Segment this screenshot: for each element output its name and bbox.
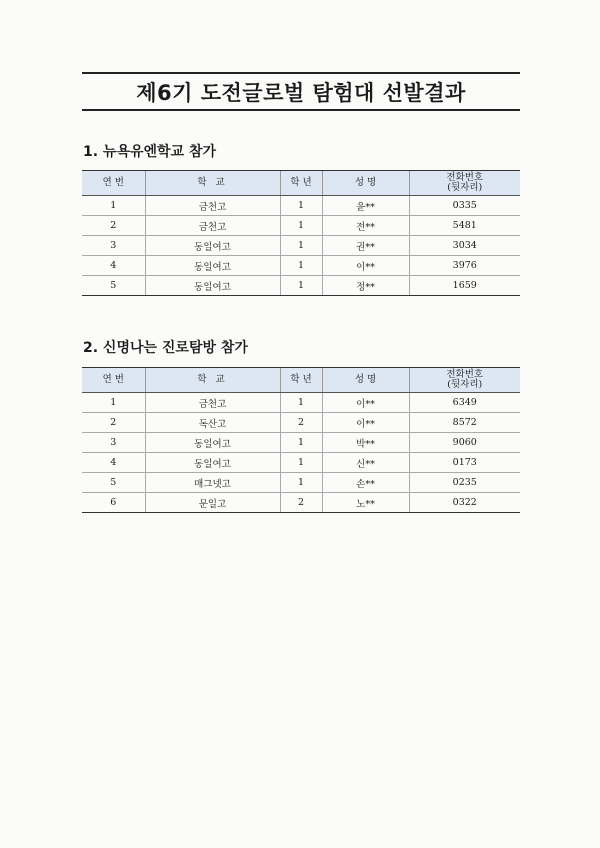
header-phone [409,368,520,393]
table-row [82,473,520,493]
header-no: 연 번 [82,171,145,196]
cell-phone: 8572 [409,413,520,433]
cell-school: 매그넷고 [145,473,280,493]
cell-phone: 9060 [409,433,520,453]
cell-phone: 0235 [409,473,520,493]
cell-name: 이** [322,393,409,413]
cell-school: 독산고 [145,413,280,433]
cell-name: 노** [322,493,409,513]
header-no: 연 번 [82,368,145,393]
table-row [82,493,520,513]
cell-school: 동일여고 [145,256,280,276]
cell-name: 박** [322,433,409,453]
cell-no: 1 [82,393,145,413]
cell-name: 권** [322,236,409,256]
cell-school: 동일여고 [145,433,280,453]
table-row [82,433,520,453]
cell-phone: 3976 [409,256,520,276]
cell-school: 동일여고 [145,453,280,473]
cell-school: 문일고 [145,493,280,513]
cell-no: 3 [82,433,145,453]
table-row [82,393,520,413]
table-row [82,276,520,296]
section-heading-2: 2. 신명나는 진로탐방 참가 [83,340,248,356]
header-name: 성 명 [322,368,409,393]
cell-grade: 2 [280,413,322,433]
table-row [82,413,520,433]
cell-name: 손** [322,473,409,493]
cell-school: 금천고 [145,393,280,413]
cell-grade: 1 [280,196,322,216]
header-school: 학 교 [145,171,280,196]
cell-no: 1 [82,196,145,216]
cell-phone: 6349 [409,393,520,413]
header-phone-line1: 전화번호 [446,369,484,381]
cell-phone: 0335 [409,196,520,216]
cell-grade: 1 [280,473,322,493]
cell-phone: 3034 [409,236,520,256]
cell-no: 4 [82,256,145,276]
page-title: 제6기 도전글로벌 탐험대 선발결과 [136,80,466,105]
cell-no: 2 [82,216,145,236]
cell-phone: 1659 [409,276,520,296]
table-section-2 [82,367,520,513]
section-heading-1: 1. 뉴욕유엔학교 참가 [83,144,216,160]
cell-grade: 1 [280,216,322,236]
cell-no: 5 [82,473,145,493]
cell-name: 전** [322,216,409,236]
cell-grade: 1 [280,453,322,473]
cell-phone: 0322 [409,493,520,513]
table-header-row [82,171,520,196]
table-row [82,256,520,276]
table-section-1 [82,170,520,296]
cell-school: 금천고 [145,216,280,236]
cell-school: 동일여고 [145,236,280,256]
cell-phone: 5481 [409,216,520,236]
cell-name: 신** [322,453,409,473]
cell-school: 동일여고 [145,276,280,296]
cell-grade: 1 [280,256,322,276]
cell-school: 금천고 [145,196,280,216]
title-box [82,72,520,111]
cell-name: 이** [322,256,409,276]
cell-no: 3 [82,236,145,256]
cell-grade: 2 [280,493,322,513]
cell-name: 이** [322,413,409,433]
header-phone-line1: 전화번호 [446,172,484,184]
table-header-row [82,368,520,393]
cell-no: 4 [82,453,145,473]
cell-no: 5 [82,276,145,296]
header-grade: 학 년 [280,171,322,196]
header-phone [409,171,520,196]
cell-grade: 1 [280,393,322,413]
header-phone-line2: (뒷자리) [447,379,483,390]
table-row [82,236,520,256]
cell-no: 6 [82,493,145,513]
header-school: 학 교 [145,368,280,393]
table-row [82,196,520,216]
cell-phone: 0173 [409,453,520,473]
header-name: 성 명 [322,171,409,196]
header-phone-line2: (뒷자리) [447,182,483,193]
cell-no: 2 [82,413,145,433]
cell-name: 윤** [322,196,409,216]
cell-name: 정** [322,276,409,296]
header-grade: 학 년 [280,368,322,393]
cell-grade: 1 [280,433,322,453]
cell-grade: 1 [280,276,322,296]
cell-grade: 1 [280,236,322,256]
table-row [82,453,520,473]
table-row [82,216,520,236]
